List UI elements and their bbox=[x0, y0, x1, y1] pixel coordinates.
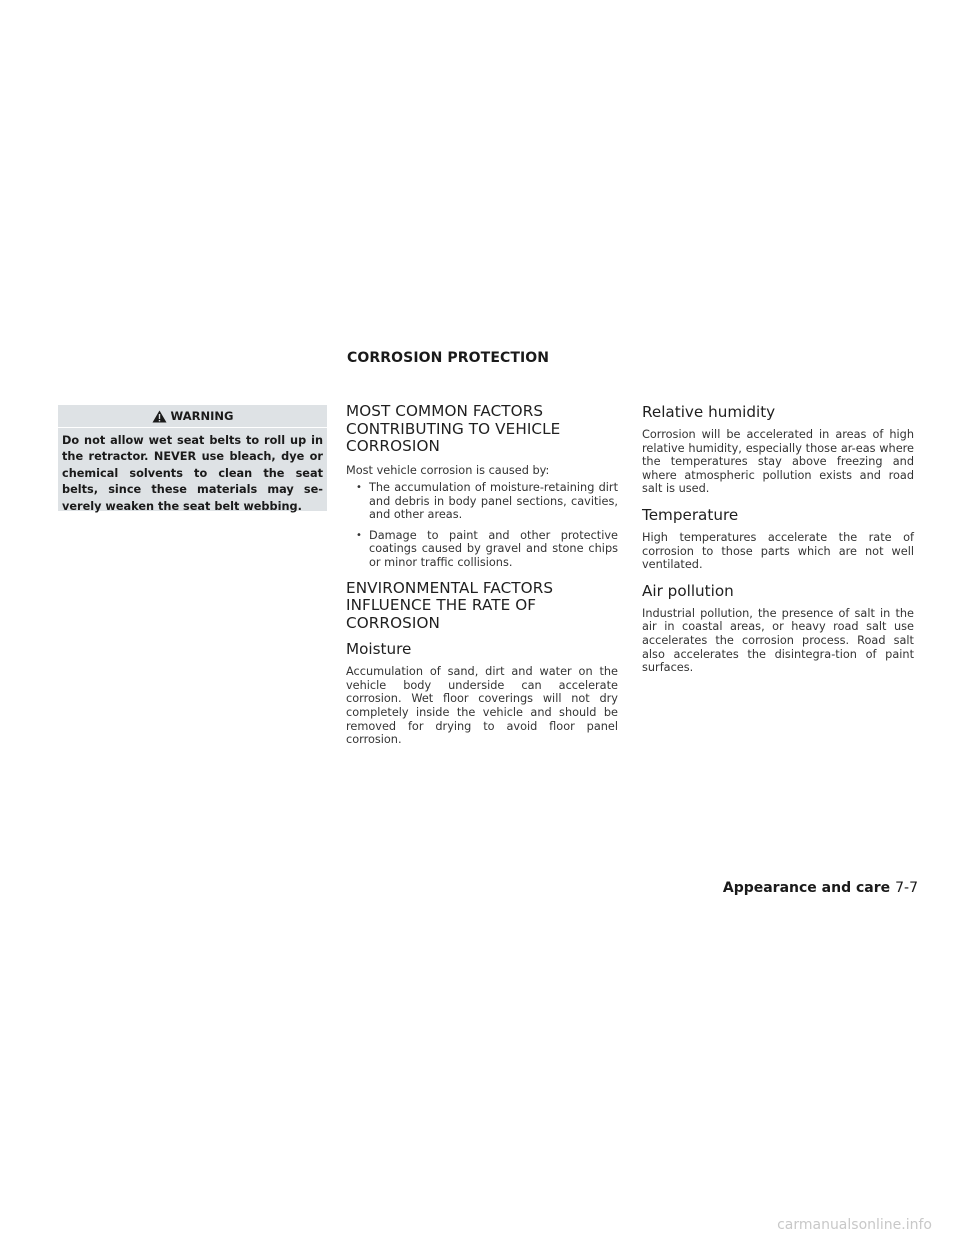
page-footer bbox=[723, 880, 918, 896]
right-column bbox=[642, 403, 914, 675]
heading-environmental-factors: ENVIRONMENTAL FACTORS INFLUENCE THE RATE OF CORROSION bbox=[346, 578, 554, 632]
heading-temperature: Temperature bbox=[642, 505, 739, 524]
chapter-title: Appearance and care bbox=[722, 880, 891, 896]
warning-text: Do not allow wet seat belts to roll up in the retractor. NEVER use bleach, dye or chemical solvents to clean the seat belts, since these materials may se-verely weaken the seat belt webbing. bbox=[62, 434, 323, 513]
section-title: CORROSION PROTECTION bbox=[347, 350, 550, 366]
factor-list bbox=[346, 481, 618, 570]
warning-triangle-icon bbox=[152, 410, 167, 423]
heading-common-factors: MOST COMMON FACTORS CONTRIBUTING TO VEHICLE CORROSION bbox=[346, 402, 561, 455]
air-pollution-text: Industrial pollution, the presence of salt in the air in coastal areas, or heavy road salt use accelerates the corrosion process. Road salt also accelerates the disintegra-tion of paint surfaces. bbox=[642, 606, 914, 675]
temperature-text: High temperatures accelerate the rate of corrosion to those parts which are not well ventilated. bbox=[642, 530, 914, 572]
warning-header bbox=[58, 405, 327, 428]
page-number: 7-7 bbox=[895, 880, 918, 896]
warning-label: WARNING bbox=[170, 409, 234, 423]
warning-box bbox=[58, 405, 327, 511]
heading-air-pollution: Air pollution bbox=[642, 581, 734, 600]
heading-moisture: Moisture bbox=[346, 640, 412, 659]
list-item: • The accumulation of moisture-retaining dirt and debris in body panel sections, cavities, and other areas. bbox=[346, 481, 618, 522]
intro-text: Most vehicle corrosion is caused by: bbox=[346, 463, 550, 477]
watermark-text: carmanualsonline.info bbox=[777, 1217, 932, 1233]
heading-humidity: Relative humidity bbox=[642, 403, 776, 421]
list-item: • Damage to paint and other protective coatings caused by gravel and stone chips or minor traffic collisions. bbox=[346, 529, 618, 570]
moisture-text: Accumulation of sand, dirt and water on the vehicle body underside can accelerate corrosion. Wet floor coverings will not dry completely inside the vehicle and should be removed for drying to avoid floor panel corrosion. bbox=[346, 665, 618, 747]
middle-column bbox=[346, 403, 618, 747]
watermark bbox=[0, 1208, 960, 1242]
humidity-text: Corrosion will be accelerated in areas of high relative humidity, especially those ar-eas where the temperatures stay above freezing and where atmospheric pollution exists and road salt is used. bbox=[642, 428, 914, 496]
